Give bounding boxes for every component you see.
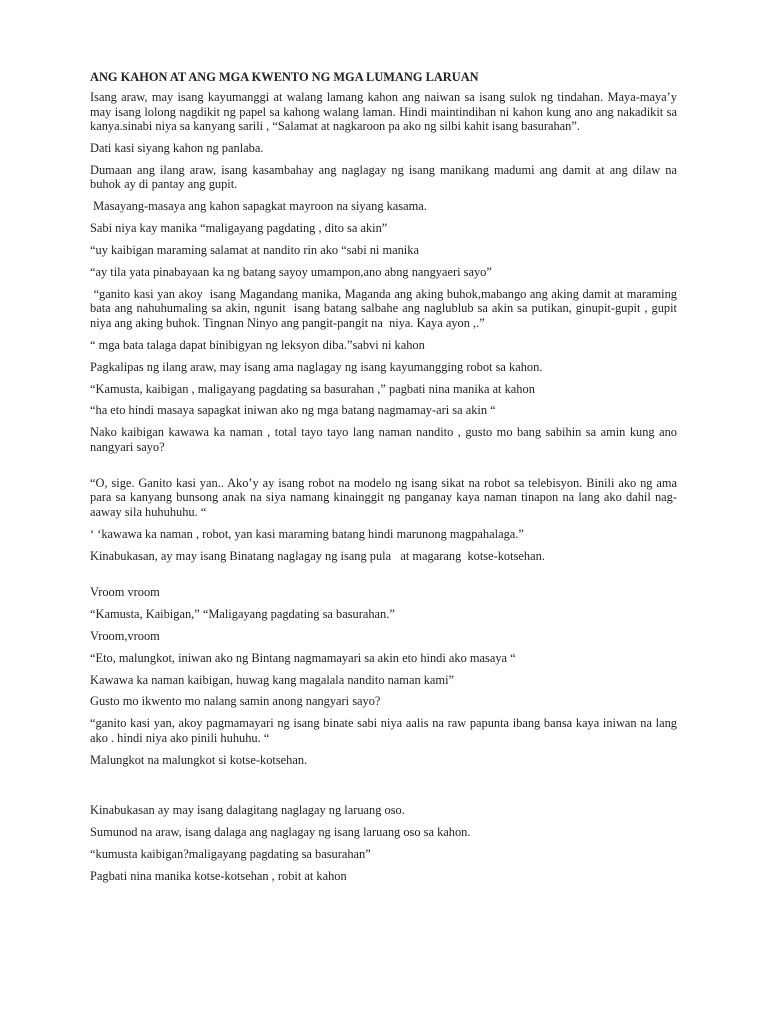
paragraph: Dati kasi siyang kahon ng panlaba.: [90, 141, 264, 156]
document-title: ANG KAHON AT ANG MGA KWENTO NG MGA LUMANG LARUAN: [90, 70, 479, 84]
blank-line: [90, 462, 677, 476]
paragraph: Sabi niya kay manika “maligayang pagdating , dito sa akin”: [90, 221, 388, 236]
paragraph: “ganito kasi yan, akoy pagmamayari ng isang binate sabi niya aalis na raw papunta ibang bansa kaya iniwan na lang ako . hindi niya ako pinili huhuhu. “: [90, 716, 677, 745]
paragraph: Kinabukasan ay may isang dalagitang naglagay ng laruang oso.: [90, 803, 405, 818]
paragraph: “Eto, malungkot, iniwan ako ng Bintang nagmamayari sa akin eto hindi ako masaya “: [90, 650, 516, 665]
blank-line: [90, 571, 677, 585]
paragraph: Isang araw, may isang kayumanggi at walang lamang kahon ang naiwan sa isang sulok ng tindahan. Maya-maya’y may isang lolong nagdikit ng papel sa kahong walang laman. Hindi maintindihan ni kahon kung ano ang nakadikit sa kanya.sinabi niya sa kanyang sarili , “Salamat at nagkaroon pa ako ng silbi kahit isang basurahan”.: [90, 90, 677, 134]
paragraph: Gusto mo ikwento mo nalang samin anong nangyari sayo?: [90, 694, 381, 709]
blank-line: [90, 775, 677, 789]
paragraph: Dumaan ang ilang araw, isang kasambahay ang naglagay ng isang manikang madumi ang damit at ang dilaw na buhok ay di pantay ang gupit.: [90, 163, 677, 192]
paragraph: Vroom vroom: [90, 584, 160, 599]
paragraph: “ mga bata talaga dapat binibigyan ng leksyon diba.”sabvi ni kahon: [90, 337, 425, 352]
paragraph: Kinabukasan, ay may isang Binatang naglagay ng isang pula at magarang kotse-kotsehan.: [90, 548, 545, 563]
paragraph: “ha eto hindi masaya sapagkat iniwan ako ng mga batang nagmamay-ari sa akin “: [90, 403, 496, 418]
paragraph: “O, sige. Ganito kasi yan.. Ako’y ay isang robot na modelo ng isang sikat na robot sa telebisyon. Binili ako ng ama para sa kanyang bunsong anak na siya namang kinainggit ng panganay kaya naman tinapon na lang ako dahil nag-aaway sila huhuhuhu. “: [90, 476, 677, 519]
document-page: [90, 70, 681, 891]
paragraph: “ganito kasi yan akoy isang Magandang manika, Maganda ang aking buhok,mabango ang aking damit at maraming bata ang nahuhumaling sa akin, ngunit isang batang salbahe ang naglublub sa akin sa putikan, ginupit-gupit , gupit niya ang aking buhok. Tingnan Ninyo ang pangit-pangit na niya. Kaya ayon ,.”: [90, 286, 681, 330]
paragraph: Kawawa ka naman kaibigan, huwag kang magalala nandito naman kami”: [90, 672, 455, 687]
blank-line: [90, 789, 677, 803]
paragraph: “ay tila yata pinabayaan ka ng batang sayoy umampon,ano abng nangyaeri sayo”: [90, 265, 492, 280]
paragraph: Sumunod na araw, isang dalaga ang naglagay ng isang laruang oso sa kahon.: [90, 825, 471, 840]
paragraph: ‘ ‘kawawa ka naman , robot, yan kasi maraming batang hindi marunong magpahalaga.”: [90, 526, 524, 541]
paragraph: “Kamusta, Kaibigan,” “Maligayang pagdating sa basurahan.”: [90, 606, 395, 621]
paragraph: Pagkalipas ng ilang araw, may isang ama naglagay ng isang kayumangging robot sa kahon.: [90, 359, 543, 374]
paragraph: “uy kaibigan maraming salamat at nandito rin ako “sabi ni manika: [90, 243, 419, 258]
paragraph: Pagbati nina manika kotse-kotsehan , robit at kahon: [90, 869, 347, 884]
paragraph: Nako kaibigan kawawa ka naman , total tayo tayo lang naman nandito , gusto mo bang sabihin sa amin kung ano nangyari sayo?: [90, 425, 677, 454]
paragraph: Vroom,vroom: [90, 628, 160, 643]
paragraph: Malungkot na malungkot si kotse-kotsehan.: [90, 752, 308, 767]
paragraph: “Kamusta, kaibigan , maligayang pagdating sa basurahan ,” pagbati nina manika at kahon: [90, 381, 535, 396]
paragraph: “kumusta kaibigan?maligayang pagdating sa basurahan”: [90, 847, 371, 862]
paragraph: Masayang-masaya ang kahon sapagkat mayroon na siyang kasama.: [90, 199, 427, 214]
